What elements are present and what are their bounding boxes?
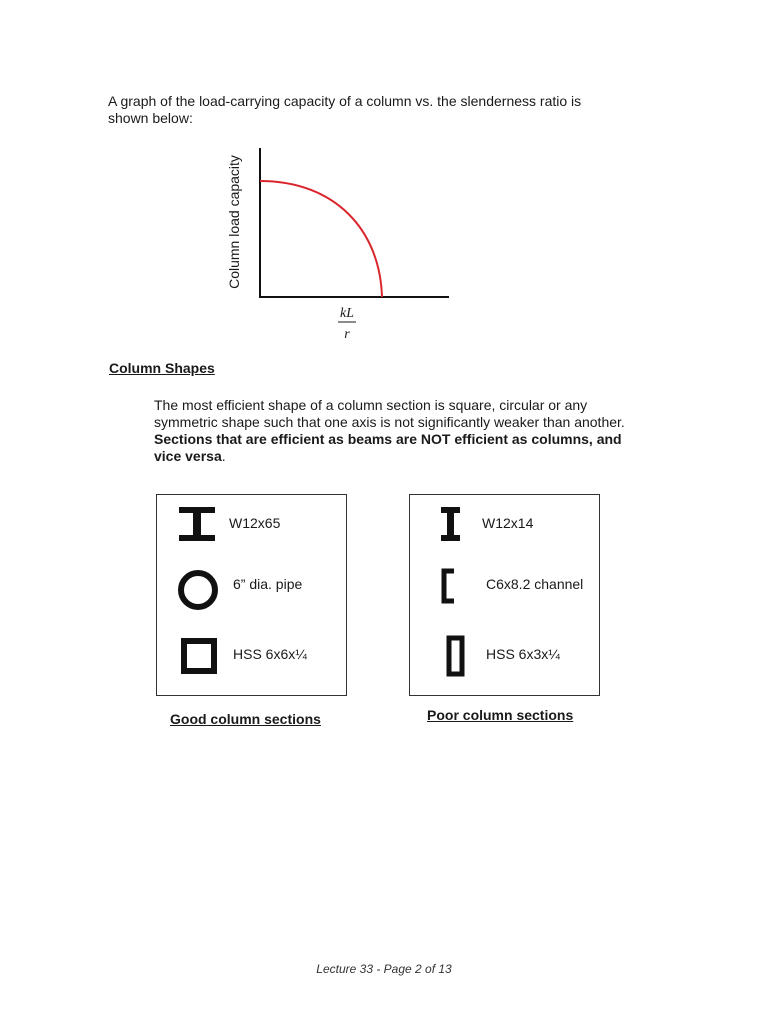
graph-x-numerator: kL xyxy=(340,306,354,321)
section-paragraph xyxy=(154,397,634,465)
wide-flange-icon xyxy=(177,505,217,545)
good-label-2: 6” dia. pipe xyxy=(233,576,303,592)
capacity-curve xyxy=(260,181,382,297)
good-label-1: W12x65 xyxy=(229,515,281,531)
channel-icon xyxy=(440,567,460,607)
page-footer: Lecture 33 - Page 2 of 13 xyxy=(316,962,452,976)
intro-line-1: A graph of the load-carrying capacity of a column vs. the slenderness ratio is xyxy=(108,93,582,109)
intro-text xyxy=(108,93,648,127)
good-caption: Good column sections xyxy=(170,711,321,727)
narrow-flange-icon xyxy=(438,505,464,545)
poor-label-2: C6x8.2 channel xyxy=(486,576,584,592)
poor-caption: Poor column sections xyxy=(427,707,574,723)
paragraph-bold: Sections that are efficient as beams are NOT efficient as columns, and vice versa xyxy=(154,431,622,464)
poor-label-3: HSS 6x3x¼ xyxy=(486,646,560,662)
graph-y-label: Column load capacity xyxy=(226,155,242,289)
graph-x-denominator: r xyxy=(344,327,350,342)
paragraph-regular: The most efficient shape of a column section is square, circular or any symmetric shape such that one axis is not significantly weaker than another. xyxy=(154,397,625,430)
paragraph-end: . xyxy=(221,448,226,464)
square-tube-icon xyxy=(179,636,219,676)
poor-label-1: W12x14 xyxy=(482,515,534,531)
poor-sections-box xyxy=(409,494,600,696)
pipe-icon xyxy=(175,567,221,613)
capacity-graph xyxy=(215,140,465,345)
good-label-3: HSS 6x6x¼ xyxy=(233,646,307,662)
intro-line-2: shown below: xyxy=(108,110,193,126)
good-sections-box xyxy=(156,494,347,696)
rect-tube-icon xyxy=(444,634,468,678)
section-heading: Column Shapes xyxy=(109,360,215,376)
